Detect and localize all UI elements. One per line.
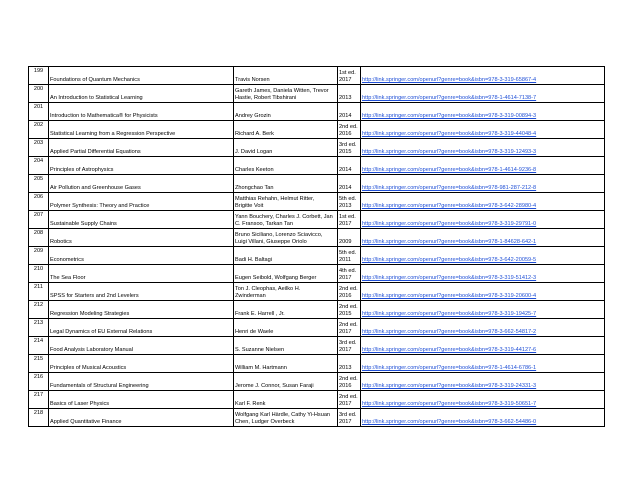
- springer-link[interactable]: http://link.springer.com/openurl?genre=book&isbn=978-3-642-28980-4: [361, 193, 605, 211]
- edition: 2nd ed.: [339, 376, 358, 382]
- edition-year: [338, 319, 361, 337]
- springer-link[interactable]: http://link.springer.com/openurl?genre=book&isbn=978-3-319-50651-7: [361, 391, 605, 409]
- book-authors: [234, 229, 338, 247]
- edition-year: [338, 157, 361, 175]
- table-row: [29, 283, 605, 301]
- author-line: Travis Norsen: [235, 77, 270, 83]
- book-authors: [234, 85, 338, 103]
- springer-link[interactable]: http://link.springer.com/openurl?genre=book&isbn=978-3-319-24331-3: [361, 373, 605, 391]
- edition-year: [338, 139, 361, 157]
- table-row: [29, 67, 605, 85]
- year: 2013: [339, 203, 352, 209]
- author-line: Karl F. Renk: [235, 401, 266, 407]
- author-line: C. Fransoo, Tarkan Tan: [235, 221, 293, 227]
- book-list-body: [29, 67, 605, 427]
- book-title: Legal Dynamics of EU External Relations: [49, 319, 234, 337]
- book-authors: [234, 193, 338, 211]
- edition-year: [338, 301, 361, 319]
- edition-year: [338, 355, 361, 373]
- row-number: 200: [29, 85, 49, 103]
- row-number: 215: [29, 355, 49, 373]
- author-line: Ton J. Cleophas, Aeilko H.: [235, 286, 301, 292]
- book-title: Fundamentals of Structural Engineering: [49, 373, 234, 391]
- springer-link[interactable]: http://link.springer.com/openurl?genre=book&isbn=978-3-319-44127-6: [361, 337, 605, 355]
- edition: 3rd ed.: [339, 412, 357, 418]
- table-row: [29, 139, 605, 157]
- author-line: Bruno Siciliano, Lorenzo Sciavicco,: [235, 232, 323, 238]
- book-authors: [234, 373, 338, 391]
- book-title: Introduction to Mathematica® for Physicists: [49, 103, 234, 121]
- edition: 1st ed.: [339, 70, 356, 76]
- table-row: [29, 301, 605, 319]
- author-line: Matthias Rehahn, Helmut Ritter,: [235, 196, 315, 202]
- author-line: Charles Keeton: [235, 167, 274, 173]
- year: 2014: [339, 185, 352, 191]
- springer-link[interactable]: http://link.springer.com/openurl?genre=book&isbn=978-1-4614-7138-7: [361, 85, 605, 103]
- edition: 3rd ed.: [339, 340, 357, 346]
- book-title: Robotics: [49, 229, 234, 247]
- year: 2015: [339, 149, 352, 155]
- year: 2009: [339, 239, 352, 245]
- book-authors: [234, 175, 338, 193]
- book-authors: [234, 265, 338, 283]
- springer-link[interactable]: http://link.springer.com/openurl?genre=book&isbn=978-3-319-44048-4: [361, 121, 605, 139]
- edition-year: [338, 391, 361, 409]
- book-title: Basics of Laser Physics: [49, 391, 234, 409]
- row-number: 211: [29, 283, 49, 301]
- table-row: [29, 121, 605, 139]
- edition: 4th ed.: [339, 268, 357, 274]
- book-title: Econometrics: [49, 247, 234, 265]
- edition: 1st ed.: [339, 214, 356, 220]
- row-number: 209: [29, 247, 49, 265]
- table-row: [29, 157, 605, 175]
- book-title: Applied Quantitative Finance: [49, 409, 234, 427]
- table-row: [29, 103, 605, 121]
- book-authors: [234, 391, 338, 409]
- table-row: [29, 85, 605, 103]
- edition-year: [338, 211, 361, 229]
- book-authors: [234, 139, 338, 157]
- row-number: 202: [29, 121, 49, 139]
- springer-link[interactable]: http://link.springer.com/openurl?genre=book&isbn=978-3-319-19425-7: [361, 301, 605, 319]
- book-authors: [234, 211, 338, 229]
- edition-year: [338, 121, 361, 139]
- springer-link[interactable]: http://link.springer.com/openurl?genre=book&isbn=978-981-287-212-8: [361, 175, 605, 193]
- year: 2013: [339, 365, 352, 371]
- edition: 5th ed.: [339, 250, 357, 256]
- book-authors: [234, 301, 338, 319]
- year: 2011: [339, 257, 352, 263]
- springer-link[interactable]: http://link.springer.com/openurl?genre=book&isbn=978-3-319-29791-0: [361, 211, 605, 229]
- book-title: Applied Partial Differential Equations: [49, 139, 234, 157]
- year: 2016: [339, 293, 352, 299]
- year: 2017: [339, 77, 352, 83]
- springer-link[interactable]: http://link.springer.com/openurl?genre=book&isbn=978-3-319-65867-4: [361, 67, 605, 85]
- book-authors: [234, 103, 338, 121]
- book-title: Regression Modeling Strategies: [49, 301, 234, 319]
- author-line: Luigi Villani, Giuseppe Oriolo: [235, 239, 307, 245]
- row-number: 216: [29, 373, 49, 391]
- springer-link[interactable]: http://link.springer.com/openurl?genre=book&isbn=978-3-642-20059-5: [361, 247, 605, 265]
- book-title: Sustainable Supply Chains: [49, 211, 234, 229]
- edition-year: [338, 265, 361, 283]
- book-title: Foundations of Quantum Mechanics: [49, 67, 234, 85]
- edition-year: [338, 85, 361, 103]
- book-authors: [234, 409, 338, 427]
- table-row: [29, 247, 605, 265]
- table-row: [29, 319, 605, 337]
- book-title: The Sea Floor: [49, 265, 234, 283]
- row-number: 203: [29, 139, 49, 157]
- author-line: Henri de Waele: [235, 329, 274, 335]
- table-row: [29, 175, 605, 193]
- edition-year: [338, 409, 361, 427]
- book-authors: [234, 337, 338, 355]
- book-title: Statistical Learning from a Regression Perspective: [49, 121, 234, 139]
- row-number: 199: [29, 67, 49, 85]
- book-title: Principles of Musical Acoustics: [49, 355, 234, 373]
- edition: 2nd ed.: [339, 394, 358, 400]
- table-row: [29, 337, 605, 355]
- author-line: Yann Bouchery, Charles J. Corbett, Jan: [235, 214, 333, 220]
- author-line: Brigitte Voit: [235, 203, 264, 209]
- springer-link[interactable]: http://link.springer.com/openurl?genre=book&isbn=978-3-319-51412-3: [361, 265, 605, 283]
- table-row: [29, 229, 605, 247]
- row-number: 205: [29, 175, 49, 193]
- year: 2015: [339, 311, 352, 317]
- table-row: [29, 355, 605, 373]
- author-line: Eugen Seibold, Wolfgang Berger: [235, 275, 317, 281]
- table-row: [29, 211, 605, 229]
- book-authors: [234, 247, 338, 265]
- book-title: Air Pollution and Greenhouse Gases: [49, 175, 234, 193]
- book-title: An Introduction to Statistical Learning: [49, 85, 234, 103]
- author-line: Zwinderman: [235, 293, 266, 299]
- edition: 2nd ed.: [339, 124, 358, 130]
- springer-link[interactable]: http://link.springer.com/openurl?genre=book&isbn=978-3-662-54486-0: [361, 409, 605, 427]
- year: 2017: [339, 275, 352, 281]
- book-list-table: [28, 66, 605, 427]
- springer-link[interactable]: http://link.springer.com/openurl?genre=book&isbn=978-3-662-54817-2: [361, 319, 605, 337]
- edition-year: [338, 373, 361, 391]
- author-line: Wolfgang Karl Härdle, Cathy Yi-Hsuan: [235, 412, 331, 418]
- author-line: Gareth James, Daniela Witten, Trevor: [235, 88, 329, 94]
- edition: 5th ed.: [339, 196, 357, 202]
- author-line: J. David Logan: [235, 149, 273, 155]
- table-row: [29, 409, 605, 427]
- author-line: S. Suzanne Nielsen: [235, 347, 285, 353]
- author-line: Richard A. Berk: [235, 131, 274, 137]
- year: 2014: [339, 113, 352, 119]
- row-number: 204: [29, 157, 49, 175]
- row-number: 217: [29, 391, 49, 409]
- book-title: Food Analysis Laboratory Manual: [49, 337, 234, 355]
- author-line: Badi H. Baltagi: [235, 257, 273, 263]
- edition-year: [338, 193, 361, 211]
- edition-year: [338, 175, 361, 193]
- book-authors: [234, 67, 338, 85]
- year: 2017: [339, 221, 352, 227]
- author-line: Andrey Grozin: [235, 113, 271, 119]
- author-line: Frank E. Harrell , Jr.: [235, 311, 285, 317]
- row-number: 213: [29, 319, 49, 337]
- author-line: Jerome J. Connor, Susan Faraji: [235, 383, 314, 389]
- edition: 2nd ed.: [339, 286, 358, 292]
- edition: 2nd ed.: [339, 304, 358, 310]
- edition-year: [338, 247, 361, 265]
- edition: 3rd ed.: [339, 142, 357, 148]
- springer-link[interactable]: http://link.springer.com/openurl?genre=book&isbn=978-1-4614-9236-8: [361, 157, 605, 175]
- year: 2017: [339, 347, 352, 353]
- edition: 2nd ed.: [339, 322, 358, 328]
- row-number: 207: [29, 211, 49, 229]
- year: 2017: [339, 401, 352, 407]
- book-title: Principles of Astrophysics: [49, 157, 234, 175]
- book-authors: [234, 355, 338, 373]
- author-line: Zhongchao Tan: [235, 185, 274, 191]
- row-number: 218: [29, 409, 49, 427]
- edition-year: [338, 337, 361, 355]
- author-line: Hastie, Robert Tibshirani: [235, 95, 297, 101]
- table-row: [29, 391, 605, 409]
- row-number: 214: [29, 337, 49, 355]
- book-authors: [234, 283, 338, 301]
- book-authors: [234, 157, 338, 175]
- row-number: 212: [29, 301, 49, 319]
- author-line: William M. Hartmann: [235, 365, 287, 371]
- row-number: 206: [29, 193, 49, 211]
- springer-link[interactable]: http://link.springer.com/openurl?genre=book&isbn=978-3-319-12493-3: [361, 139, 605, 157]
- book-authors: [234, 121, 338, 139]
- book-title: SPSS for Starters and 2nd Levelers: [49, 283, 234, 301]
- author-line: Chen, Ludger Overbeck: [235, 419, 295, 425]
- edition-year: [338, 229, 361, 247]
- year: 2016: [339, 383, 352, 389]
- edition-year: [338, 67, 361, 85]
- table-row: [29, 373, 605, 391]
- springer-link[interactable]: http://link.springer.com/openurl?genre=book&isbn=978-3-319-00894-3: [361, 103, 605, 121]
- year: 2017: [339, 329, 352, 335]
- edition-year: [338, 283, 361, 301]
- row-number: 210: [29, 265, 49, 283]
- year: 2013: [339, 95, 352, 101]
- table-row: [29, 265, 605, 283]
- row-number: 208: [29, 229, 49, 247]
- book-title: Polymer Synthesis: Theory and Practice: [49, 193, 234, 211]
- edition-year: [338, 103, 361, 121]
- springer-link[interactable]: http://link.springer.com/openurl?genre=book&isbn=978-3-319-20600-4: [361, 283, 605, 301]
- year: 2017: [339, 419, 352, 425]
- year: 2016: [339, 131, 352, 137]
- book-authors: [234, 319, 338, 337]
- springer-link[interactable]: http://link.springer.com/openurl?genre=book&isbn=978-1-4614-6786-1: [361, 355, 605, 373]
- row-number: 201: [29, 103, 49, 121]
- year: 2014: [339, 167, 352, 173]
- table-row: [29, 193, 605, 211]
- springer-link[interactable]: http://link.springer.com/openurl?genre=book&isbn=978-1-84628-642-1: [361, 229, 605, 247]
